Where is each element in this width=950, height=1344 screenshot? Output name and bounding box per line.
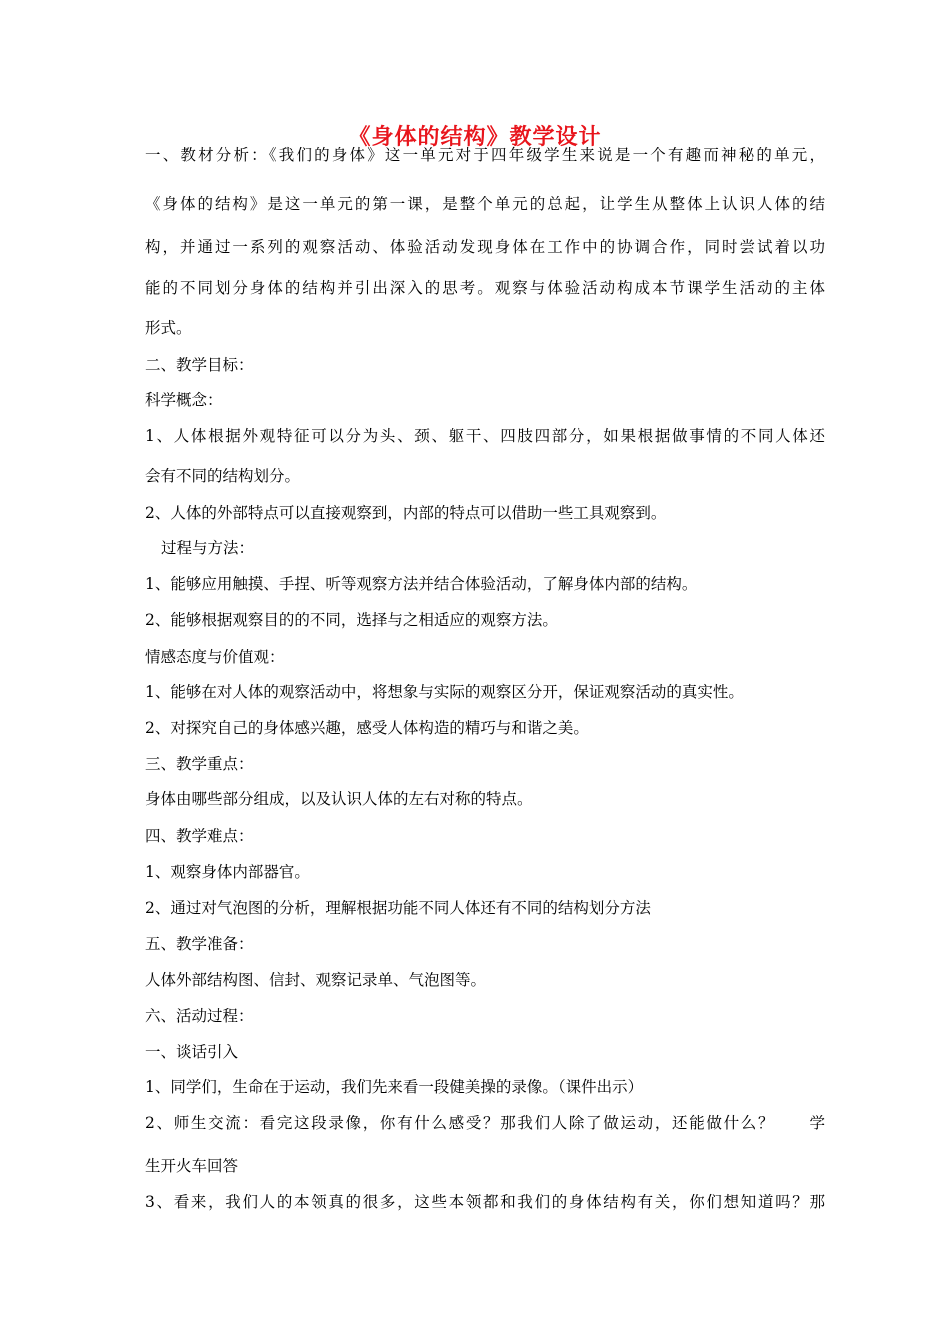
text-line: 1、观察身体内部器官。	[145, 863, 310, 881]
section-heading: 四、教学难点：	[145, 827, 254, 845]
text-line: 3、看来，我们人的本领真的很多，这些本领都和我们的身体结构有关，你们想知道吗？那	[145, 1193, 825, 1211]
subsection-heading: 科学概念：	[145, 391, 223, 409]
subsection-heading: 一、谈话引入	[145, 1043, 239, 1061]
text-line: 一、教材分析：《我们的身体》这一单元对于四年级学生来说是一个有趣而神秘的单元，	[145, 146, 825, 164]
subsection-heading: 过程与方法：	[161, 539, 255, 557]
text-line: 2、人体的外部特点可以直接观察到，内部的特点可以借助一些工具观察到。	[145, 504, 667, 522]
text-line: 2、能够根据观察目的的不同，选择与之相适应的观察方法。	[145, 611, 558, 629]
text-line: 1、能够应用触摸、手捏、听等观察方法并结合体验活动，了解身体内部的结构。	[145, 575, 698, 593]
section-heading: 六、活动过程：	[145, 1007, 254, 1025]
text-line: 1、能够在对人体的观察活动中，将想象与实际的观察区分开，保证观察活动的真实性。	[145, 683, 744, 701]
text-line: 2、师生交流：看完这段录像，你有什么感受？那我们人除了做运动，还能做什么？ 学	[145, 1114, 825, 1132]
text-line: 构，并通过一系列的观察活动、体验活动发现身体在工作中的协调合作，同时尝试着以功	[145, 238, 825, 256]
text-line: 人体外部结构图、信封、观察记录单、气泡图等。	[145, 971, 487, 989]
text-line: 身体由哪些部分组成，以及认识人体的左右对称的特点。	[145, 790, 533, 808]
text-line: 《身体的结构》是这一单元的第一课，是整个单元的总起，让学生从整体上认识人体的结	[145, 195, 825, 213]
section-heading: 五、教学准备：	[145, 935, 254, 953]
text-line: 能的不同划分身体的结构并引出深入的思考。观察与体验活动构成本节课学生活动的主体	[145, 279, 825, 297]
document-title: 《身体的结构》教学设计	[348, 124, 602, 150]
text-line: 2、通过对气泡图的分析，理解根据功能不同人体还有不同的结构划分方法	[145, 899, 651, 917]
section-heading: 二、教学目标：	[145, 356, 254, 374]
text-line: 2、对探究自己的身体感兴趣，感受人体构造的精巧与和谐之美。	[145, 719, 589, 737]
text-line: 生开火车回答	[145, 1157, 239, 1175]
text-line: 1、人体根据外观特征可以分为头、颈、躯干、四肢四部分，如果根据做事情的不同人体还	[145, 427, 825, 445]
section-heading: 三、教学重点：	[145, 755, 254, 773]
subsection-heading: 情感态度与价值观：	[145, 648, 285, 666]
text-line: 形式。	[145, 319, 192, 337]
text-line: 会有不同的结构划分。	[145, 467, 301, 485]
text-line: 1、同学们，生命在于运动，我们先来看一段健美操的录像。（课件出示）	[145, 1078, 644, 1096]
